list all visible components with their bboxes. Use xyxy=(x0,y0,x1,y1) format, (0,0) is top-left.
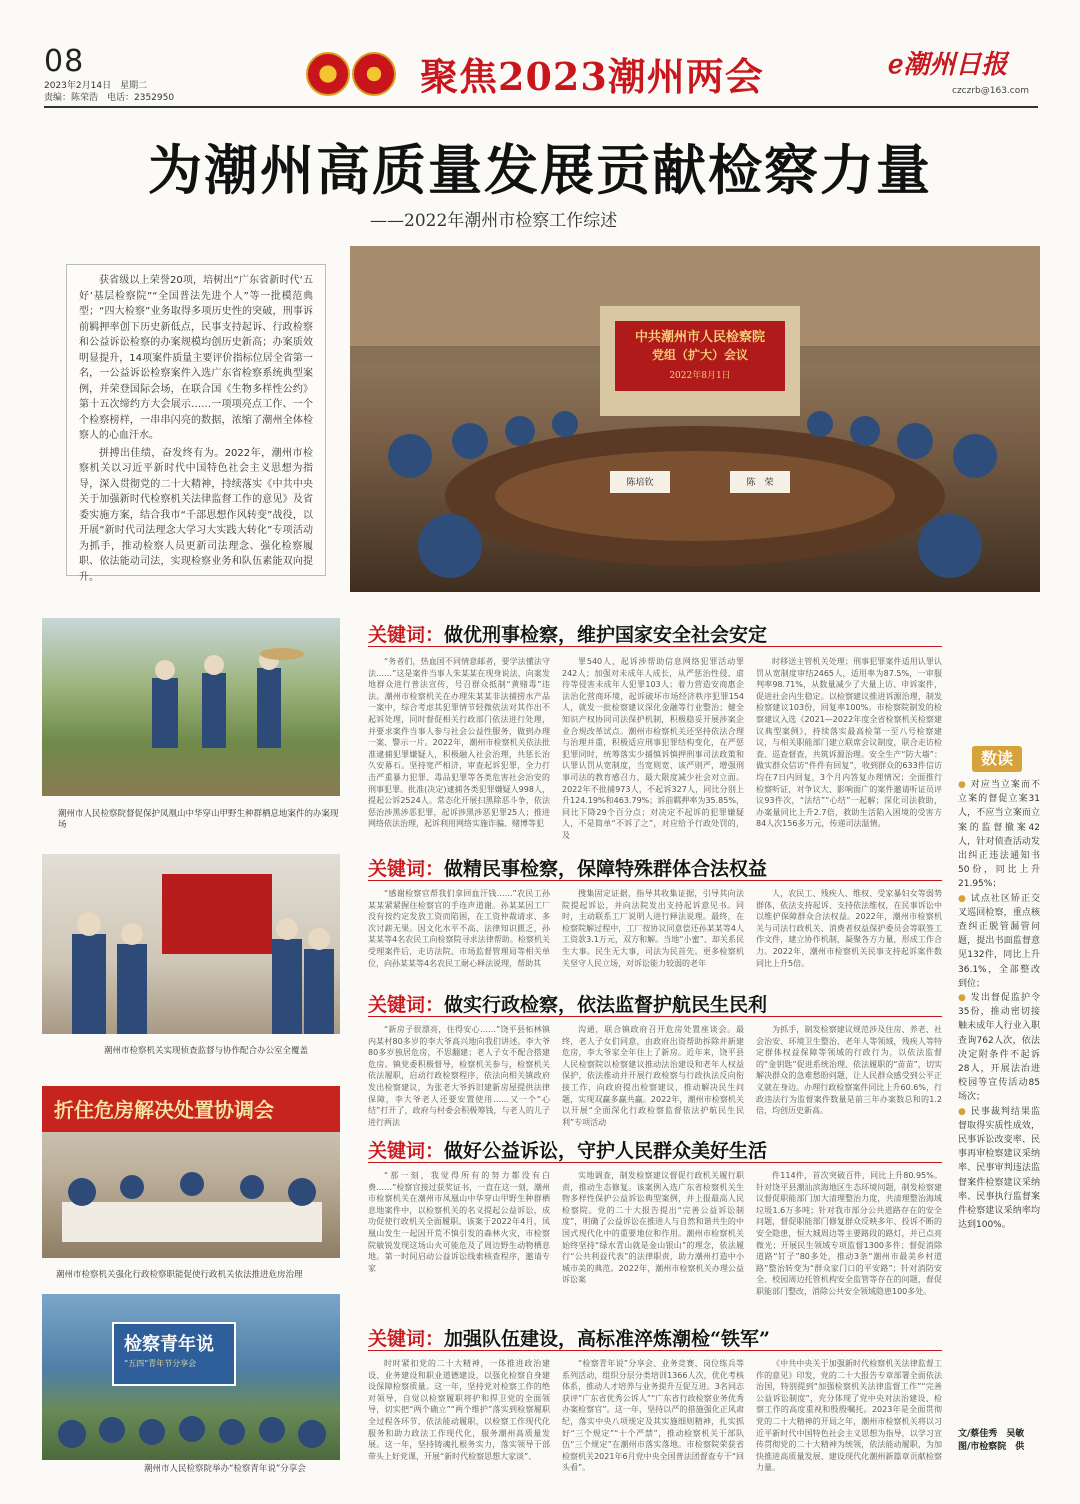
intro-paragraph: 获省级以上荣誉20项，培树出“广东省新时代‘五好’基层检察院”“全国普法先进个人”等一批模范典型；“四大检察”业务取得多项历史性的突破，刑事诉前羁押率创下历史新低点，民事支持起诉、行政检察和公益诉讼检察的办案规模均创历史新高；办案质效明显提升，14项案件质量主要评价指标位居全省第一名，一公益诉讼检察案件入选广东省检察系统典型案例，并荣登国际会场，在联合国《生物多样性公约》第十五次缔约方大会展示……一项项亮点工作、一个个检察榜样，一串串闪亮的数据，浓缩了潮州全体检察人的心血汗水。 xyxy=(79,275,313,441)
column-text: 实地调查，制发检察建议督促行政机关履行职责，推动生态修复。该案例入选广东省检察机关生物多样性保护公益诉讼典型案例，并上报最高人民检察院。党的二十大报告提出“完善公益诉讼制度”，明确了公益诉讼在推进人与自然和谐共生的中国式现代化中的重要地位和作用。潮州市检察机关始终坚持“绿水青山就是金山银山”的理念，依法履行“公共利益代表”的法律职责，助力潮州打造中小城市美的典范。2022年，潮州市检察机关办理公益诉讼案 xyxy=(562,1171,744,1285)
sidebar-item-text: 发出督促监护令35份，推动密切接触未成年人行业入职查询762人次，依法决定附条件不起诉28人，开展法治进校园等宣传活动85场次； xyxy=(958,993,1040,1103)
column-text: 《中共中央关于加强新时代检察机关法律监督工作的意见》印发，党的二十大报告专章部署全面依法治国，特别提到“加强检察机关法律监督工作”“完善公益诉讼制度”，充分体现了党中央对法治建设、检察工作的高度重视和殷殷嘱托。2023年是全面贯彻党的二十大精神的开局之年，潮州市检察机关将以习近平新时代中国特色社会主义思想为指导，以学习宣传贯彻党的二十大精神为统领，依法能动履职，为加快推进高质量发展、建设现代化潮州新篇章贡献检察力量。 xyxy=(756,1359,942,1473)
name-card: 陈培钦 xyxy=(626,478,654,488)
column-text: 为抓手，制发检察建议规范涉及住房、养老、社会治安、环境卫生整治、老年人等领域，残疾人等特定群体权益保障等领域的行政行为，以依法监督的“金钥匙”促进系统治理、依法履职的“苗苗”，切实解决群众的急难愁盼问题，让人民群众感受到公平正义就在身边。办理行政检察案件同比上升60.6%，行政违法行为监督案件数量是前三年办案数总和的1.2倍，均创历史新高。 xyxy=(756,1025,942,1116)
column-text: “务者们，热血国不同情意邮者，要学法懂法守法……”这是案件当事人朱某某在现身说法，向案发地群众进行普法宣传，号召群众抵制“黄赌毒”违法。潮州市检察机关在办理朱某某非法捕捞水产品一案中，综合考虑其犯罪情节轻微依法对其作出不起诉处理，同时督促相关行政部门依法进行处理，并要求案件当事人参与社会公益性服务，做到办理一案、警示一片。2022年，潮州市检察机关依法批准逮捕犯罪嫌疑人，积极融入社会治理，共惩长治久安幕石。坚持宽严相济，审查起诉犯罪，全力打击严重暴力犯罪、毒品犯罪等各类危害社会治安的刑事犯罪。批准(决定)逮捕各类犯罪嫌疑人998人，提起公诉2524人。常态化开展扫黑除恶斗争，依法惩治涉黑涉恶犯罪，起诉涉黑涉恶犯罪25人；推进网络依法治理，起诉利用网络实施诈骗、赌博等犯 xyxy=(368,657,550,829)
article-column xyxy=(368,1170,550,1310)
cppcc-emblem-icon xyxy=(352,52,396,96)
photo-caption: 潮州市检察机关实现侦查监督与协作配合办公室全覆盖 xyxy=(104,1046,309,1056)
newspaper-name: 潮州日报 xyxy=(903,50,1008,80)
sidebar-data-list xyxy=(958,778,1040,1233)
sidebar-item xyxy=(958,778,1040,892)
photo-youth-forum xyxy=(42,1294,340,1460)
section-heading-civil xyxy=(368,854,767,881)
meeting-scene xyxy=(350,246,1040,592)
section-title-text: 做精民事检察，保障特殊群体合法权益 xyxy=(444,858,768,880)
sidebar-item-text: 试点社区矫正交叉巡回检察，重点核查纠正脱管漏管问题，提出书面监督意见132件，同比上升36.1%，全部整改到位； xyxy=(958,893,1040,989)
intro-box xyxy=(66,264,326,583)
column-text: “那一刻，我觉得所有的努力都没有白费……”检察官接过获奖证书，一直在这一刻，潮州市检察机关在潮州市凤凰山中华穿山甲野生种群栖息地案件中，以检察机关的名义提起公益诉讼，成功促使行政机关全面履职。该案于2022年4月，凤凰山发生一起因开荒不慎引发的森林火灾，市检察院敏锐发现这场山火可能危及了周边野生动物栖息地。第一时间启动公益诉讼线索核查程序，邀请专家 xyxy=(368,1171,550,1273)
name-card: 陈 荣 xyxy=(746,478,774,488)
photo-banner: 检察青年说 xyxy=(124,1334,214,1355)
photo-office-unveiling xyxy=(42,854,340,1034)
keyword-label: 关键词： xyxy=(368,858,445,880)
section-divider xyxy=(368,880,942,881)
sidebar-item-text: 民事裁判结果监督取得实质性成效，民事诉讼改变率、民事再审检察建议采纳率、民事审判违法监督案件检察建议采纳率、民事执行监督案件检察建议采纳率均达到100%。 xyxy=(958,1106,1040,1231)
section-heading-team-building xyxy=(368,1324,770,1351)
issue-date: 2023年2月14日 星期二 xyxy=(44,81,148,91)
article-column xyxy=(756,1358,942,1482)
sidebar-item xyxy=(958,1105,1040,1233)
column-text: 搜集固定证据，指导其收集证据，引导其向法院提起诉讼，并向法院发出支持起诉意见书。同时，主动联系工厂说明人进行释法说理。最终，在检察院解过程中，工厂按协议同意偿还孙某某等4人工资款3.1万元，双方和解。当地“小蜜”、却关系民生大事。民生无大事，司法为民首先。更多检察机关坚守人民立场，对诉讼能力较弱的老年 xyxy=(562,889,744,968)
section-heading-administrative xyxy=(368,990,767,1017)
article-column xyxy=(368,1024,550,1127)
meeting-banner-line2: 党组（扩大）会议 xyxy=(651,348,748,362)
section-title-text: 加强队伍建设，高标准淬炼潮检“铁军” xyxy=(444,1328,770,1350)
article-column xyxy=(562,1358,744,1482)
photo-field-investigation xyxy=(42,618,340,796)
section-heading-public-interest xyxy=(368,1136,767,1163)
header-divider xyxy=(44,106,1038,108)
section-heading-criminal xyxy=(368,620,767,647)
national-emblem-icon xyxy=(306,52,350,96)
column-text: “感谢检察官帮我们拿回血汗钱……”农民工孙某某紧紧握住检察官的手连声道谢。孙某某因工厂没有按约定发放工资而陷困，在工资仲裁请求、多次讨薪无果。因文化水平不高、法律知识匮乏，孙某某等4名农民工向检察院寻求法律帮助。检察机关受理案件后，走访法院、市场监督管理局等相关单位，向孙某某等4名农民工耐心释法说理，帮助其 xyxy=(368,889,550,968)
column-text: 沟通，联合镇政府召开危房处置座谈会。最终，老人子女们同意，由政府出资帮助拆除并新建危房，李大爷家全年住上了新房。近年来，饶平县人民检察院以检察建议推动法治建设和老年人权益保护，依法推动并开展行政检察与行政执法反向衔接工作，向政府提出检察建议，推动解决民生问题，实现双赢多赢共赢。2022年，潮州市检察机关以开展“全面深化行政检察监督依法护航民生民利”专项活动 xyxy=(562,1025,744,1127)
article-headline: 为潮州高质量发展贡献检察力量 xyxy=(148,138,932,202)
sidebar-item-text: 对应当立案而不立案的督促立案31人，不应当立案而立案的监督撤案42人，针对侦查活动发出纠正违法通知书50份，同比上升21.95%； xyxy=(958,780,1040,890)
keyword-label: 关键词： xyxy=(368,1140,445,1162)
page-number: 08 xyxy=(44,44,85,79)
section-divider xyxy=(368,1162,942,1163)
keyword-label: 关键词： xyxy=(368,624,445,646)
article-subheadline: ——2022年潮州市检察工作综述 xyxy=(370,211,618,231)
column-text: “新房子很漂亮，住得安心……”饶平县柘林镇内某村80多岁的李大爷高兴地向我们讲述。李大爷80多岁独居危房，不思翻建；老人子女不配合搭建危房。镇党委积极督导，检察机关参与，检察机关依法履职，启动行政检察程序，依法向相关镇政府发出检察建议，为张老大爷拆旧建新房屋提供法律保障，李大爷老人还要安置使用……又一个“心结”打开了，政府与村委会积极筹钱，与老人的儿子进行两法 xyxy=(368,1025,550,1127)
article-column xyxy=(756,888,942,978)
editor-info: 责编：陈荣浩 电话：2352950 xyxy=(44,93,175,103)
sidebar-title: 数读 xyxy=(972,746,1022,772)
bullet-icon: ● xyxy=(958,1106,967,1117)
article-column xyxy=(562,1024,744,1127)
keyword-label: 关键词： xyxy=(368,994,445,1016)
article-column xyxy=(368,888,550,978)
meeting-banner-date: 2022年8月1日 xyxy=(669,371,731,381)
bullet-icon: ● xyxy=(958,780,967,790)
section-title-text: 做优刑事检察，维护国家安全社会安定 xyxy=(444,624,768,646)
bullet-icon: ● xyxy=(958,993,967,1004)
article-column xyxy=(756,1170,942,1310)
contact-email: czczrb@163.com xyxy=(952,86,1030,96)
dateline xyxy=(44,80,194,104)
column-text: 罪540人，起诉涉帮助信息网络犯罪活动罪242人；加强对未成年人成长，从严惩治性侵、虐待等侵害未成年人犯罪103人；着力营造安商惠企法治化营商环境，起诉破坏市场经济秩序犯罪154人，就发一批检察建议深化金融等行业整治；健全知识产权协同司法保护机制，积极稳妥开展涉案企业合规改革试点。潮州市检察机关还坚持依法合理与治理并重，积极适应刑事犯罪结构变化，在严惩犯罪同时，统筹落实少捕慎诉慎押刑事司法政策和认罪认罚从宽制度，当宽则宽、该严则严，增强刑事司法的教育感召力，最大限度减少社会对立面。2022年不批捕973人，不起诉327人，同比分别上升124.19%和463.79%；诉前羁押率为35.85%，同比下降29个百分点；对决定不起诉的犯罪嫌疑人，不是简单“不诉了之”，对应给予行政处罚的，及 xyxy=(562,657,744,840)
article-column xyxy=(756,1024,942,1116)
section-title-text: 做实行政检察，依法监督护航民生民利 xyxy=(444,994,768,1016)
article-column xyxy=(562,1170,744,1310)
section-title: 聚焦2023潮州两会 xyxy=(420,54,764,99)
photo-housing-meeting xyxy=(42,1086,340,1258)
article-column xyxy=(756,656,942,836)
column-text: “检察青年说”分享会、业务竞赛、岗位练兵等系列活动，组织分层分类培训1366人次，优化考核体系，推动人才培养与业务提升互促互进。3名同志获评“广东省优秀公诉人”“广东省行政检察业务优秀办案检察官”。这一年，坚持以严的措施强化正风肃纪，落实中央八项规定及其实施细则精神，扎实抓好“三个规定”“十个严禁”，推动检察机关干部队伍“三个规定”在潮州市落实落地。市检察院荣获省检察机关2021年6月党中央全国普法团督查专干“回头看”。 xyxy=(562,1359,744,1473)
section-divider xyxy=(368,1016,942,1017)
photo-caption: 潮州市检察机关强化行政检察职能促使行政机关依法推进危房治理 xyxy=(56,1270,303,1280)
photo-banner: 折住危房解决处置协调会 xyxy=(54,1098,274,1122)
column-text: 时时紧扣党的二十大精神，一体推进政治建设、业务建设和职业道德建设，以强化检察自身建设保障检察质量。这一年，坚持党对检察工作的绝对领导，自觉以检察履职将护和捍卫党的全面领导，切实把“两个确立”“两个维护”落实到检察履职全过程各环节，依法能动履职，以检察工作现代化服务和助力政法工作现代化，服务潮州高质量发展。这一年，坚持铸魂扎根务实力，落实领导干部带头上好党课，开展“新时代检察思想大家谈”、 xyxy=(368,1359,550,1461)
photo-banner-sub: “五四”青年节分享会 xyxy=(124,1359,197,1368)
column-text: 人，农民工、残疾人、维权、受家暴妇女等弱势群体，依法支持起诉、支持依法维权，在民事诉讼中以维护保障群众合法权益。2022年，潮州市检察机关与司法行政机关、消费者权益保护委员会等联签工作文件，建立协作机制，凝聚各方力量，形成工作合力。2022年，潮州市检察机关民事支持起诉案件数同比上升5倍。 xyxy=(756,889,942,968)
sidebar-item xyxy=(958,991,1040,1105)
meeting-banner-line1: 中共潮州市人民检察院 xyxy=(634,330,765,345)
sidebar-item xyxy=(958,892,1040,991)
section-title-text: 做好公益诉讼，守护人民群众美好生活 xyxy=(444,1140,768,1162)
column-text: 时移送主管机关处理；刑事犯罪案件适用认罪认罚从宽制度审结2465人，适用率为87.5%，一审服判率98.71%，从数量减少了大量上访、申诉案件，促进社会内生稳定。以检察建议推进诉源治理，制发检察建议103份，回复率100%。市检察院制发的检察建议入选《2021—2022年度全省检察机关检察建议典型案例》，持续落实最高检第一至八号检察建议，与相关职能部门建立联席会议制度，联合走访检查、巡查督查，共筑诉源治理。安全生产“防大墙”：做实群众信访“件件有回复”，收到群众的633件信访均在7日内回复，3个月内答复办理情况；全面推行检察听证，对争议大、影响面广的案件邀请听证员评议93件次，“法结”“心结”一起解；深化司法救助，办案量同比上升2.7倍，救助生活陷入困境的受害方84人次156多万元，传递司法温情。 xyxy=(756,657,942,829)
section-divider xyxy=(368,1350,942,1351)
section-divider xyxy=(368,646,942,647)
column-text: 件114件，首次突破百件，同比上升80.95%。针对饶平县潮汕滨海地区生态环境问题，制发检察建议督促职能部门加大清理整治力度，共清理整治海域垃圾1.6万多吨；针对我市部分公共道路存在的安全问题，督促职能部门修复群众反映多年、投诉不断的安全隐患，恒大城周边等主要路段的路灯，并已点亮微光；开展民生领域专项监督1300多件；督促消除道路“钉子”80多处，推动3条“潮州市最美乡村道路”整治转变为“群众家门口的平安路”；针对消防安全、校园周边托管机构安全监管等存在的问题，督促职能部门整改，消除公共安全领域隐患100多处。 xyxy=(756,1171,942,1296)
newspaper-logo: ℯ潮州日报 xyxy=(888,50,1008,80)
keyword-label: 关键词： xyxy=(368,1328,445,1350)
text-credit: 文/蔡佳秀 吴敏 xyxy=(958,1429,1025,1439)
photo-caption: 潮州市人民检察院督促保护凤凰山中华穿山甲野生种群栖息地案件的办案现场 xyxy=(58,809,339,830)
credits xyxy=(958,1428,1040,1454)
article-column xyxy=(562,888,744,978)
article-column xyxy=(368,656,550,836)
main-photo-meeting xyxy=(350,246,1040,592)
article-column xyxy=(368,1358,550,1482)
photo-caption: 潮州市人民检察院举办“检察青年说”分享会 xyxy=(144,1464,306,1474)
intro-paragraph: 拼搏出佳绩，奋发终有为。2022年，潮州市检察机关以习近平新时代中国特色社会主义思想为指导，深入贯彻党的二十大精神，持续落实《中共中央关于加强新时代检察机关法律监督工作的意见》及省委实施方案，结合我市“千部思想作风转变”战役，以开展“新时代司法理念大学习大实践大转化”专项活动为抓手，推动检察人员更新司法理念、强化检察履职、依法能动司法，实现检察业务和队伍素能双向提升。 xyxy=(79,447,313,583)
bullet-icon: ● xyxy=(958,893,967,904)
photo-credit: 图/市检察院 供 xyxy=(958,1442,1025,1452)
article-column xyxy=(562,656,744,840)
